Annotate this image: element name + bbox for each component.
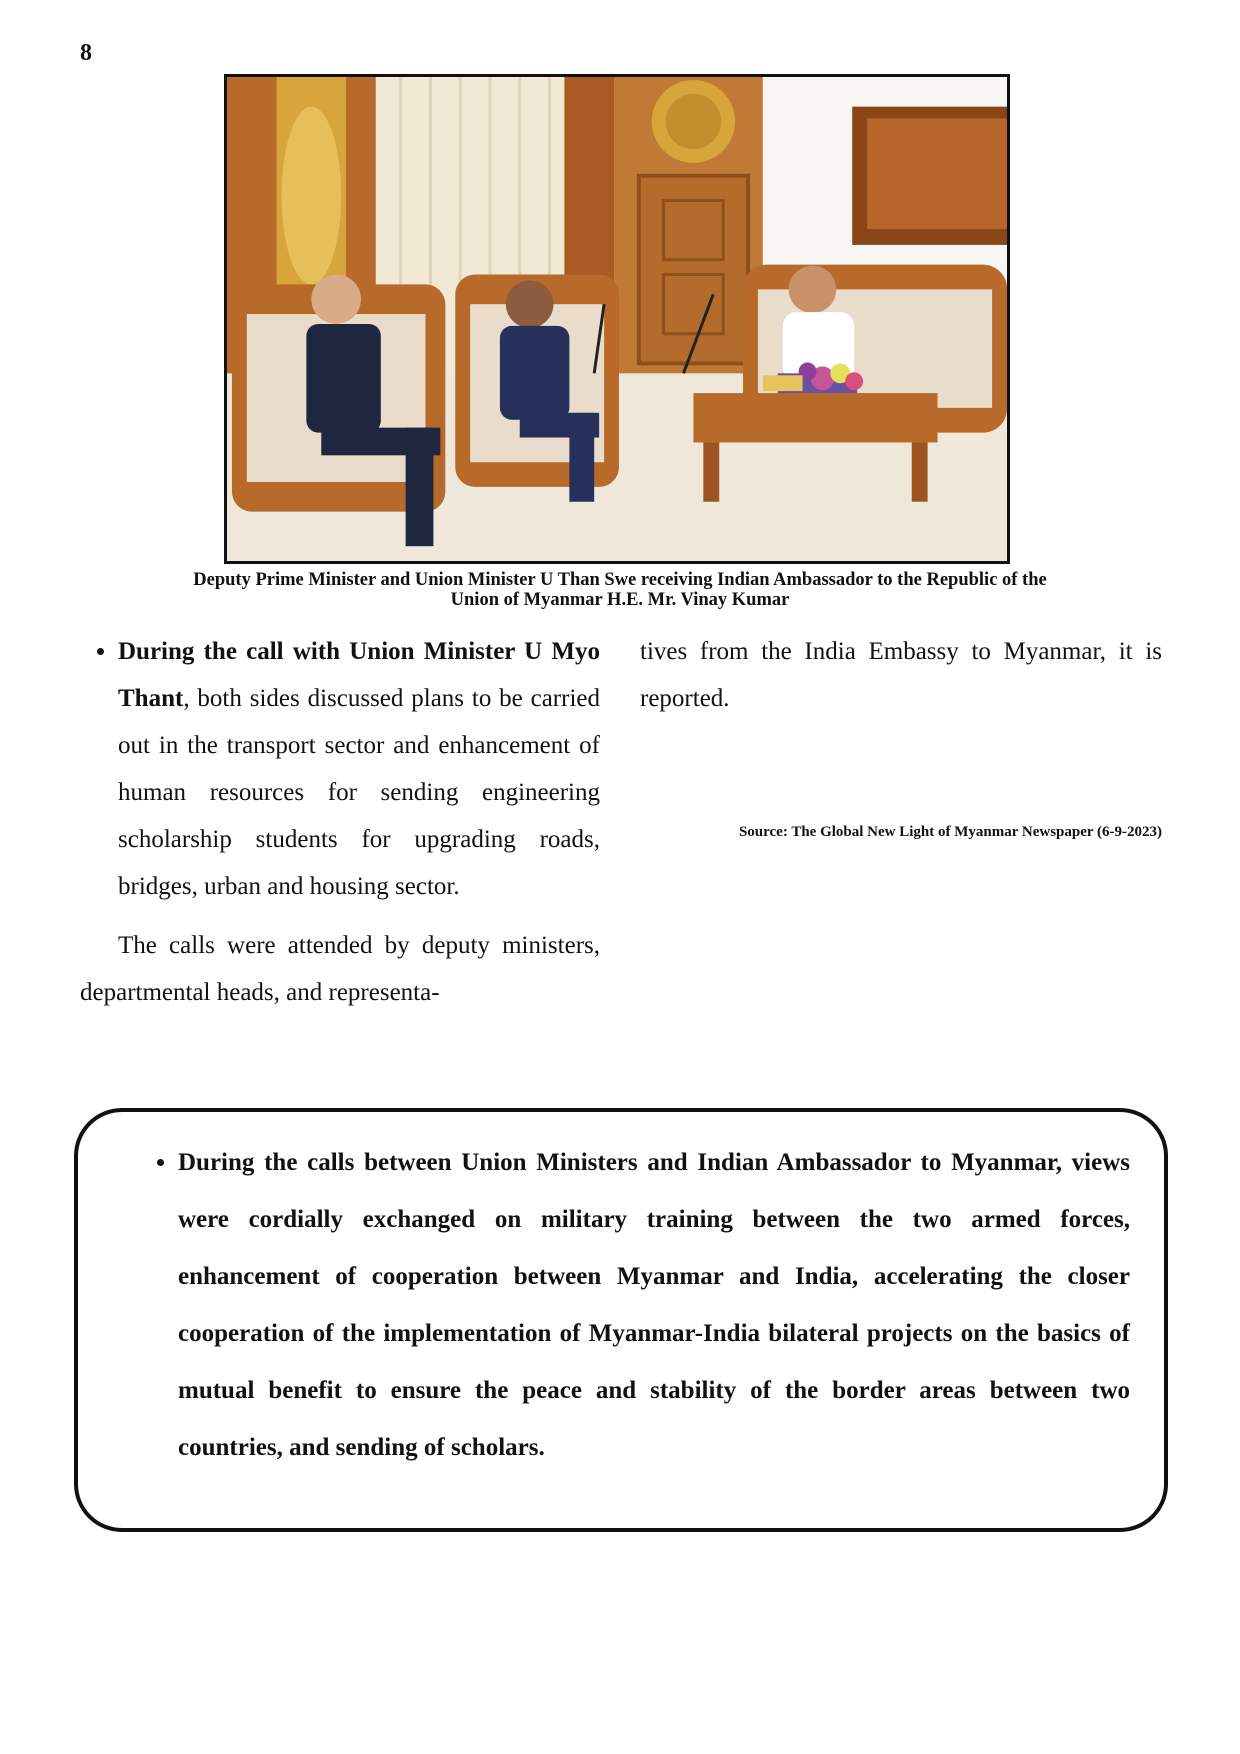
attendance-paragraph-continued: tives from the India Embassy to Myanmar, it is reported.: [640, 638, 1162, 712]
article-bullet-list: [80, 628, 600, 910]
left-column: [80, 628, 600, 1016]
caption-line-1: Deputy Prime Minister and Union Minister U Than Swe receiving Indian Ambassador to the Republic of the: [193, 570, 1047, 590]
callout-bullet: • During the calls between Union Ministers and Indian Ambassador to Myanmar, views were cordially exchanged on military training between the two armed forces, enhancement of cooperation between Myanmar and India, accelerating the closer cooperation of the implementation of Myanmar-India bilateral projects on the basics of mutual benefit to ensure the peace and stability of the border areas between two countries, and sending of scholars.: [178, 1134, 1130, 1476]
callout-list: [140, 1134, 1130, 1476]
summary-callout-box: [74, 1108, 1168, 1532]
meeting-photo: [224, 74, 1010, 564]
meeting-photo-illustration: [227, 77, 1007, 561]
article-bullet: [118, 628, 600, 910]
bullet-lead: During the call with Union Minister U Myo Thant: [118, 638, 600, 712]
source-note: Source: The Global New Light of Myanmar Newspaper (6-9-2023): [738, 824, 1162, 840]
bullet-text: , both sides discussed plans to be carried out in the transport sector and enhancement of human resources for sending engineering scholarship students for upgrading roads, bridges, urban and housing sector.: [118, 685, 600, 900]
attendance-paragraph: The calls were attended by deputy ministers, departmental heads, and representa-: [80, 932, 600, 1006]
page-number: 8: [80, 40, 92, 66]
right-column: [640, 628, 1162, 722]
caption-line-2: Union of Myanmar H.E. Mr. Vinay Kumar: [450, 590, 790, 610]
photo-caption: [110, 570, 1130, 610]
